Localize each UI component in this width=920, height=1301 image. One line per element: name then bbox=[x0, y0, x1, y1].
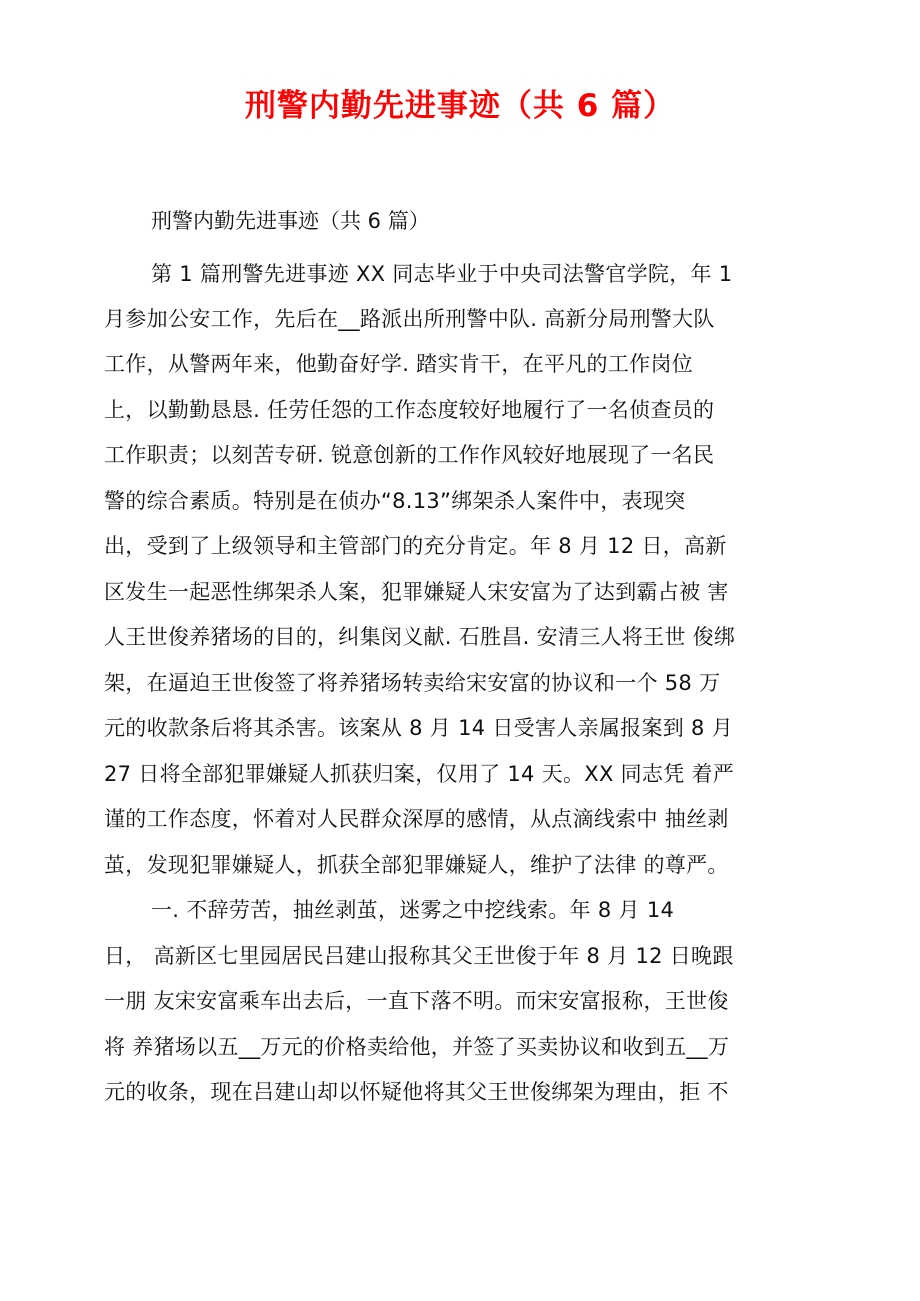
body-line: 将 养猪场以五__万元的价格卖给他，并签了买卖协议和收到五__万 bbox=[104, 1035, 730, 1059]
body-line: 元的收款条后将其杀害。该案从 8 月 14 日受害人亲属报案到 8 月 bbox=[104, 716, 733, 740]
body-line: 27 日将全部犯罪嫌疑人抓获归案，仅用了 14 天。XX 同志凭 着严 bbox=[104, 762, 735, 786]
body-line: 上，以勤勤恳恳. 任劳任怨的工作态度较好地履行了一名侦查员的 bbox=[104, 398, 715, 422]
document-title: 刑警内勤先进事迹（共 6 篇） bbox=[244, 88, 676, 124]
body-line: 警的综合素质。特别是在侦办“8.13”绑架杀人案件中，表现突 bbox=[104, 489, 686, 513]
body-line: 区发生一起恶性绑架杀人案，犯罪嫌疑人宋安富为了达到霸占被 害 bbox=[104, 580, 729, 604]
body-line: 一朋 友宋安富乘车出去后，一直下落不明。而宋安富报称，王世俊 bbox=[104, 989, 729, 1013]
body-line: 月参加公安工作，先后在__路派出所刑警中队. 高新分局刑警大队 bbox=[104, 307, 715, 331]
body-line: 谨的工作态度，怀着对人民群众深厚的感情，从点滴线索中 抽丝剥 bbox=[104, 807, 729, 831]
body-line: 茧，发现犯罪嫌疑人，抓获全部犯罪嫌疑人，维护了法律 的尊严。 bbox=[104, 853, 729, 877]
body-line: 元的收条，现在吕建山却以怀疑他将其父王世俊绑架为理由，拒 不 bbox=[104, 1080, 729, 1104]
section-heading-line: 一. 不辞劳苦，抽丝剥茧，迷雾之中挖线索。年 8 月 14 bbox=[151, 898, 675, 922]
body-line: 架，在逼迫王世俊签了将养猪场转卖给宋安富的协议和一个 58 万 bbox=[104, 671, 721, 695]
body-line: 工作职责；以刻苦专研. 锐意创新的工作作风较好地展现了一名民 bbox=[104, 443, 715, 467]
document-subtitle: 刑警内勤先进事迹（共 6 篇） bbox=[151, 209, 430, 233]
body-line: 人王世俊养猪场的目的，纠集闵义献. 石胜昌. 安清三人将王世 俊绑 bbox=[104, 625, 736, 649]
body-line: 出，受到了上级领导和主管部门的充分肯定。年 8 月 12 日，高新 bbox=[104, 534, 727, 558]
body-line: 日， 高新区七里园居民吕建山报称其父王世俊于年 8 月 12 日晚跟 bbox=[104, 944, 734, 968]
body-line: 第 1 篇刑警先进事迹 XX 同志毕业于中央司法警官学院，年 1 bbox=[151, 262, 733, 286]
body-line: 工作，从警两年来，他勤奋好学. 踏实肯干，在平凡的工作岗位 bbox=[104, 352, 694, 376]
